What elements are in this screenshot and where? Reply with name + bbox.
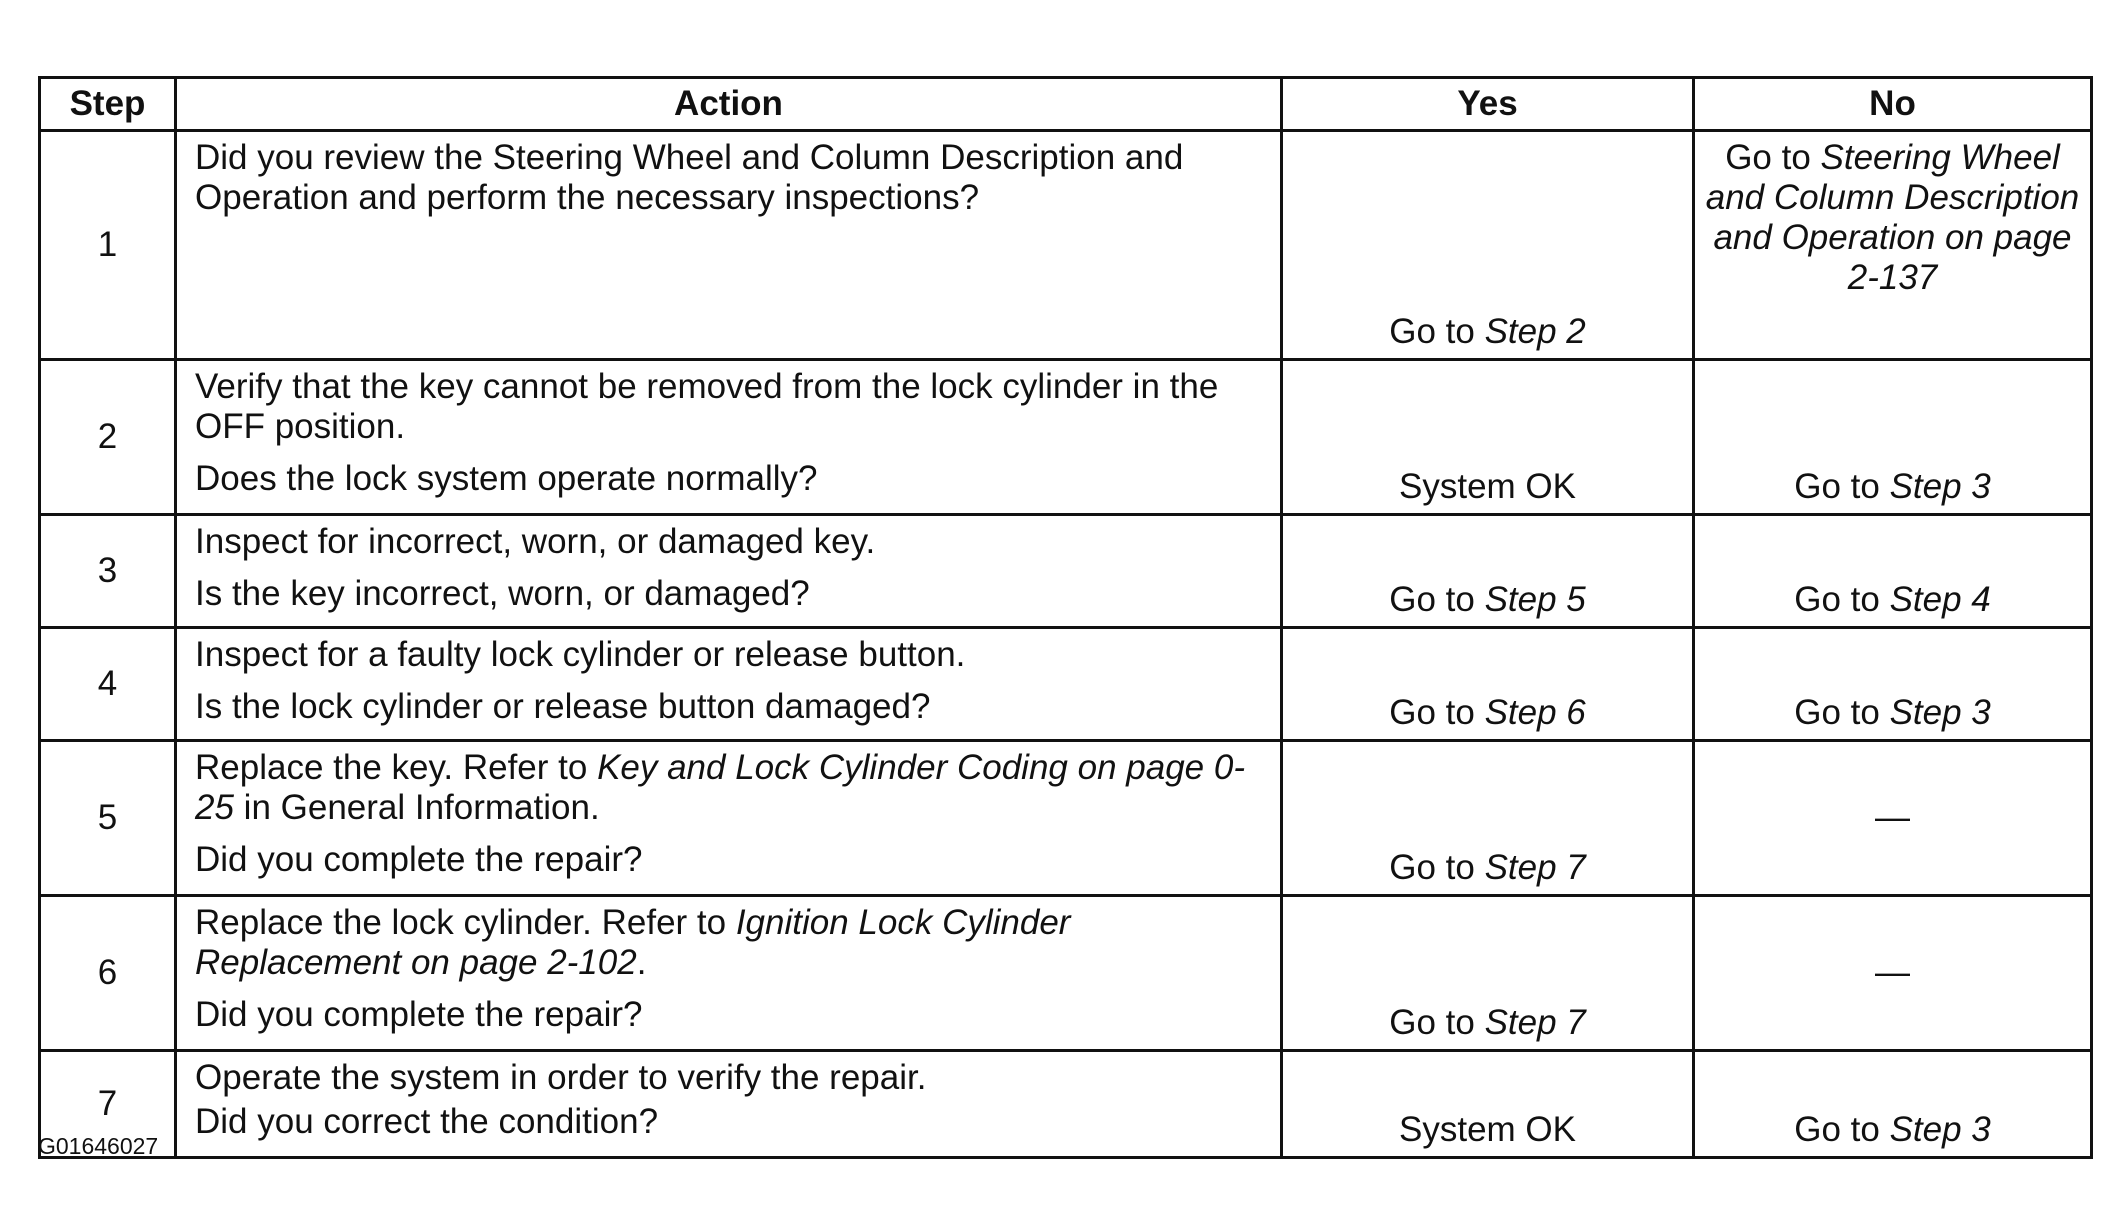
header-no: No bbox=[1694, 78, 2092, 131]
action-text: Verify that the key cannot be removed from the lock cylinder in the OFF position. bbox=[195, 367, 1219, 446]
no-page-ref: Steering Wheel and Column Description and Operation on page 2-137 bbox=[1705, 138, 2080, 297]
action-page-ref: Key and Lock Cylinder Coding on page 0-25 bbox=[195, 748, 1245, 827]
action-question: Is the lock cylinder or release button damaged? bbox=[195, 687, 931, 726]
step-number: 5 bbox=[40, 741, 176, 896]
action-text-post: in General Information. bbox=[233, 788, 600, 827]
action-question: Is the key incorrect, worn, or damaged? bbox=[195, 574, 810, 613]
no-prefix: Go to bbox=[1725, 138, 1821, 177]
action-text: Did you review the Steering Wheel and Column Description and Operation and perform the necessary inspections? bbox=[195, 138, 1184, 217]
action-text-pre: Replace the lock cylinder. Refer to bbox=[195, 903, 736, 942]
header-yes: Yes bbox=[1282, 78, 1694, 131]
yes-cell bbox=[1282, 1051, 1694, 1158]
no-dash: — bbox=[1875, 798, 1910, 837]
no-cell bbox=[1694, 741, 2092, 896]
action-cell bbox=[176, 131, 1282, 360]
yes-step-ref: Step 7 bbox=[1484, 1003, 1586, 1042]
no-cell bbox=[1694, 896, 2092, 1051]
no-prefix: Go to bbox=[1794, 1110, 1890, 1149]
table-row bbox=[40, 131, 2092, 360]
yes-cell bbox=[1282, 515, 1694, 628]
table-row bbox=[40, 360, 2092, 515]
yes-step-ref: Step 5 bbox=[1484, 580, 1586, 619]
action-cell bbox=[176, 360, 1282, 515]
header-step: Step bbox=[40, 78, 176, 131]
yes-prefix: System OK bbox=[1399, 1110, 1576, 1149]
action-text bbox=[195, 748, 1262, 828]
action-question: Did you complete the repair? bbox=[195, 995, 643, 1034]
yes-cell bbox=[1282, 628, 1694, 741]
action-cell bbox=[176, 1051, 1282, 1158]
table-row bbox=[40, 515, 2092, 628]
table-row bbox=[40, 741, 2092, 896]
yes-cell bbox=[1282, 360, 1694, 515]
table-row bbox=[40, 896, 2092, 1051]
no-step-ref: Step 3 bbox=[1889, 1110, 1991, 1149]
action-text-pre: Replace the key. Refer to bbox=[195, 748, 598, 787]
diagnostic-table bbox=[38, 76, 2093, 1159]
step-number: 7 bbox=[40, 1051, 176, 1158]
step-number: 1 bbox=[40, 131, 176, 360]
action-cell bbox=[176, 515, 1282, 628]
step-number: 2 bbox=[40, 360, 176, 515]
action-text: Operate the system in order to verify the repair. bbox=[195, 1058, 927, 1097]
header-row bbox=[40, 78, 2092, 131]
yes-prefix: Go to bbox=[1389, 693, 1485, 732]
figure-id: G01646027 bbox=[38, 1133, 159, 1159]
no-prefix: Go to bbox=[1794, 580, 1890, 619]
action-question: Did you complete the repair? bbox=[195, 840, 643, 879]
action-cell bbox=[176, 741, 1282, 896]
yes-step-ref: Step 6 bbox=[1484, 693, 1586, 732]
no-prefix: Go to bbox=[1794, 693, 1890, 732]
yes-step-ref: Step 7 bbox=[1484, 848, 1586, 887]
no-step-ref: Step 3 bbox=[1889, 467, 1991, 506]
action-text bbox=[195, 903, 1262, 983]
yes-prefix: Go to bbox=[1389, 848, 1485, 887]
no-prefix: Go to bbox=[1794, 467, 1890, 506]
yes-prefix: Go to bbox=[1389, 312, 1485, 351]
no-cell bbox=[1694, 360, 2092, 515]
no-cell bbox=[1694, 628, 2092, 741]
table-row bbox=[40, 628, 2092, 741]
step-number: 6 bbox=[40, 896, 176, 1051]
no-cell bbox=[1694, 515, 2092, 628]
yes-step-ref: Step 2 bbox=[1484, 312, 1586, 351]
yes-prefix: Go to bbox=[1389, 580, 1485, 619]
yes-cell bbox=[1282, 131, 1694, 360]
no-cell bbox=[1694, 1051, 2092, 1158]
action-text: Inspect for a faulty lock cylinder or release button. bbox=[195, 635, 966, 674]
action-page-ref: Ignition Lock Cylinder Replacement on page 2-102 bbox=[195, 903, 1071, 982]
step-number: 3 bbox=[40, 515, 176, 628]
action-cell bbox=[176, 896, 1282, 1051]
yes-cell bbox=[1282, 741, 1694, 896]
action-text: Inspect for incorrect, worn, or damaged key. bbox=[195, 522, 876, 561]
step-number: 4 bbox=[40, 628, 176, 741]
yes-prefix: System OK bbox=[1399, 467, 1576, 506]
action-question: Did you correct the condition? bbox=[195, 1102, 659, 1141]
action-cell bbox=[176, 628, 1282, 741]
action-question: Does the lock system operate normally? bbox=[195, 459, 818, 498]
yes-prefix: Go to bbox=[1389, 1003, 1485, 1042]
action-text-post: . bbox=[636, 943, 647, 982]
table-row bbox=[40, 1051, 2092, 1158]
no-step-ref: Step 4 bbox=[1889, 580, 1991, 619]
header-action: Action bbox=[176, 78, 1282, 131]
no-dash: — bbox=[1875, 953, 1910, 992]
yes-cell bbox=[1282, 896, 1694, 1051]
no-step-ref: Step 3 bbox=[1889, 693, 1991, 732]
no-cell bbox=[1694, 131, 2092, 360]
